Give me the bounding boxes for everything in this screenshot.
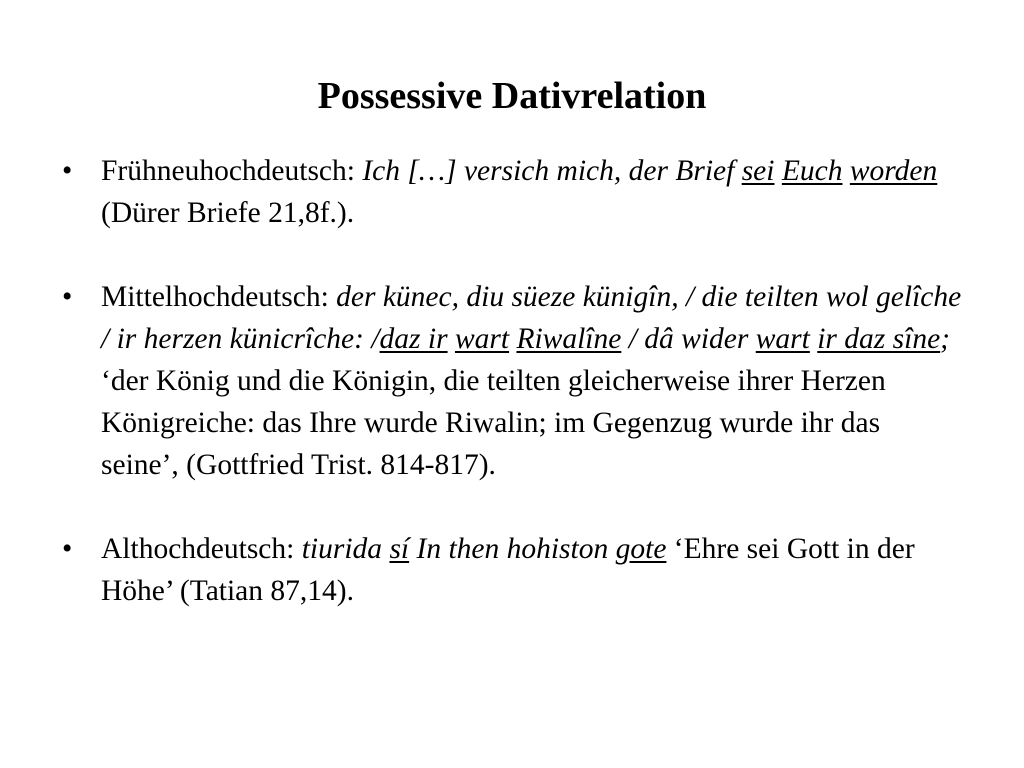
quote-text xyxy=(842,155,849,187)
quote-text: ; xyxy=(940,323,950,355)
bullet-text xyxy=(101,155,937,229)
body-text: Frühneuhochdeutsch: xyxy=(101,155,363,187)
bullet-item-althochdeutsch xyxy=(62,528,962,612)
quote-text: In then hohiston xyxy=(409,533,616,565)
quote-text: Ich […] versich mich, der Brief xyxy=(362,155,742,187)
highlighted-word: wart xyxy=(454,323,510,355)
bullet-text xyxy=(101,533,915,607)
body-text: ‘der König und die Königin, die teilten gleicherweise ihrer Herzen Königreiche: das Ihre wurde Riwalin; im Gegenzug wurde ihr das seine’, (Gottfried Trist. 814-817). xyxy=(101,365,886,481)
bullet-list xyxy=(62,150,962,612)
quote-text: tiurida xyxy=(301,533,390,565)
quote-text: / dâ wider xyxy=(621,323,756,355)
body-text: Althochdeutsch: xyxy=(101,533,302,565)
bullet-item-fruehneuhochdeutsch xyxy=(62,150,962,234)
bullet-dot-icon: • xyxy=(62,155,73,187)
body-text: (Dürer Briefe 21,8f.). xyxy=(101,197,355,229)
highlighted-word: gote xyxy=(615,533,667,565)
body-text: Mittelhochdeutsch: xyxy=(101,281,337,313)
bullet-dot-icon: • xyxy=(62,281,73,313)
slide-title: Possessive Dativrelation xyxy=(317,75,707,117)
highlighted-word: daz ir xyxy=(379,323,448,355)
bullet-text xyxy=(101,281,961,481)
highlighted-word: worden xyxy=(849,155,938,187)
highlighted-word: Euch xyxy=(781,155,843,187)
highlighted-word: Riwalîne xyxy=(516,323,622,355)
quote-text xyxy=(448,323,455,355)
bullet-dot-icon: • xyxy=(62,533,73,565)
quote-text: der künec, diu süeze künigîn, / die teilten wol gelîche / ir herzen künicrîche: / xyxy=(101,281,962,355)
bullet-item-mittelhochdeutsch xyxy=(62,276,962,486)
highlighted-word: ir daz sîne xyxy=(817,323,941,355)
highlighted-word: wart xyxy=(755,323,810,355)
body-text: ‘Ehre sei Gott in der Höhe’ (Tatian 87,14). xyxy=(101,533,915,607)
highlighted-word: sí xyxy=(389,533,410,565)
highlighted-word: sei xyxy=(741,155,775,187)
quote-text xyxy=(774,155,781,187)
